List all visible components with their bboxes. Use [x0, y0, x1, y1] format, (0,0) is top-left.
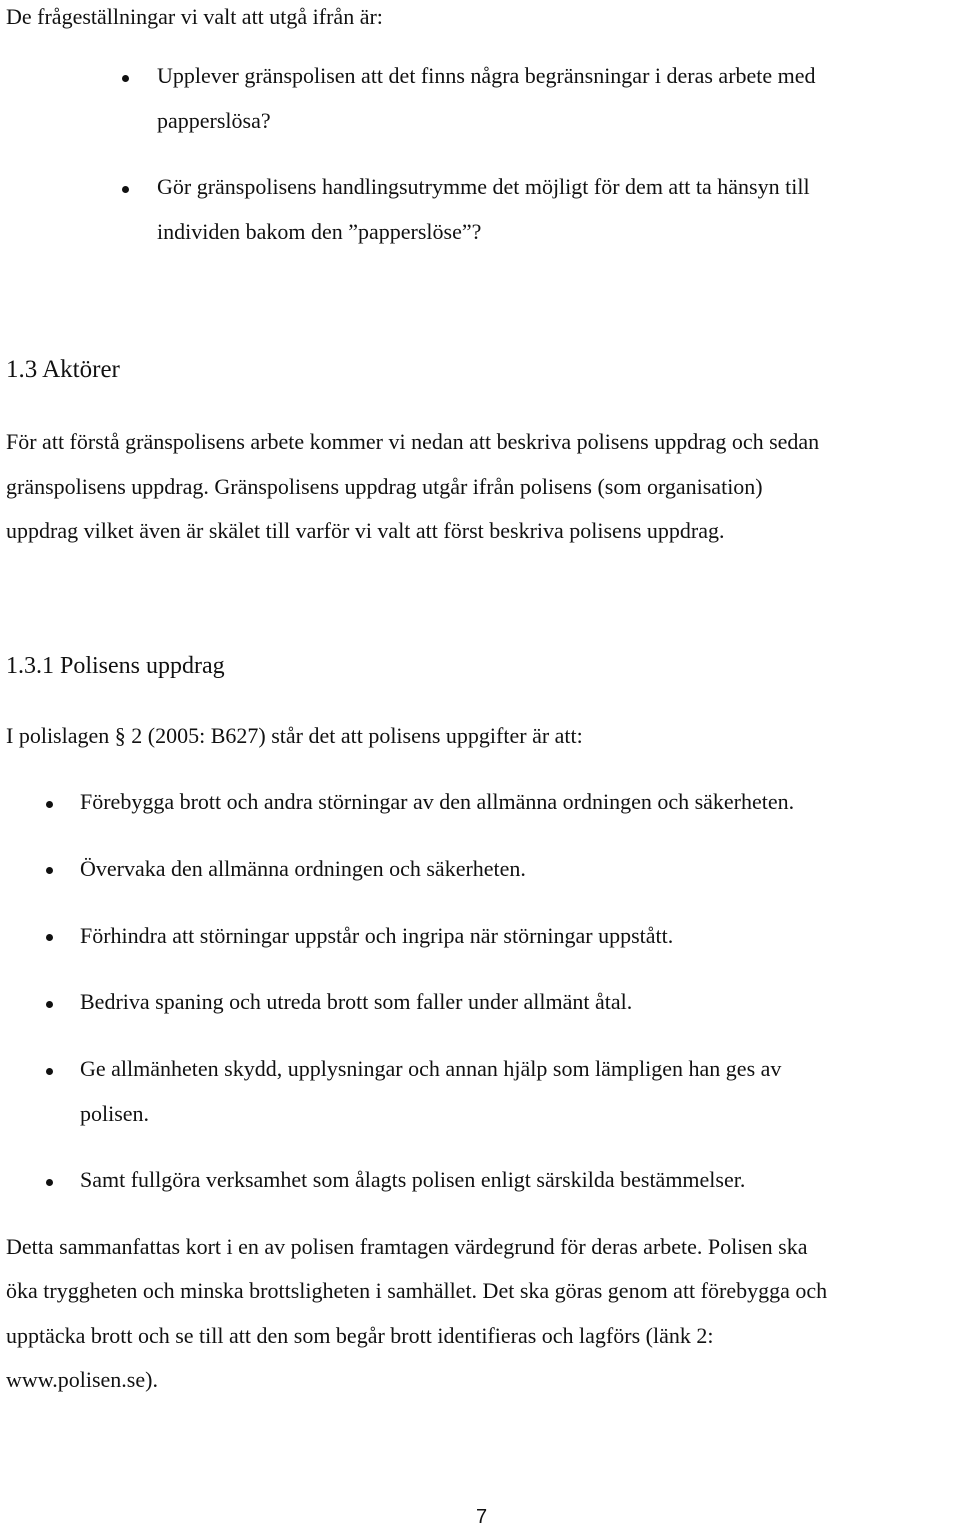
subsection-heading: 1.3.1 Polisens uppdrag	[6, 653, 225, 679]
bullet-icon	[46, 1068, 53, 1075]
task-line: Förhindra att störningar uppstår och ingripa när störningar uppstått.	[80, 923, 674, 948]
bullet-icon	[46, 934, 53, 941]
task-line: Ge allmänheten skydd, upplysningar och annan hjälp som lämpligen han ges av	[80, 1056, 782, 1081]
question-line: individen bakom den ”papperslöse”?	[157, 219, 482, 244]
paragraph-line: Detta sammanfattas kort i en av polisen framtagen värdegrund för deras arbete. Polisen ska	[6, 1234, 808, 1259]
task-line: Samt fullgöra verksamhet som ålagts polisen enligt särskilda bestämmelser.	[80, 1167, 746, 1192]
question-line: Upplever gränspolisen att det finns några begränsningar i deras arbete med	[157, 63, 816, 88]
bullet-icon	[122, 75, 129, 82]
paragraph-line: upptäcka brott och se till att den som begår brott identifieras och lagförs (länk 2:	[6, 1323, 714, 1348]
paragraph-line: För att förstå gränspolisens arbete kommer vi nedan att beskriva polisens uppdrag och sedan	[6, 429, 820, 454]
page-number: 7	[476, 1506, 488, 1528]
paragraph-line: uppdrag vilket även är skälet till varför vi valt att först beskriva polisens uppdrag.	[6, 518, 725, 543]
paragraph-line: gränspolisens uppdrag. Gränspolisens uppdrag utgår ifrån polisens (som organisation)	[6, 474, 763, 499]
bullet-icon	[46, 1179, 53, 1186]
section-heading: 1.3 Aktörer	[6, 356, 120, 383]
intro-text: De frågeställningar vi valt att utgå ifrån är:	[6, 4, 383, 29]
task-line: polisen.	[80, 1101, 150, 1126]
law-intro: I polislagen § 2 (2005: B627) står det att polisens uppgifter är att:	[6, 723, 583, 748]
question-line: papperslösa?	[157, 108, 271, 133]
paragraph-line: öka tryggheten och minska brottsligheten i samhället. Det ska göras genom att förebygga och	[6, 1278, 828, 1303]
bullet-icon	[46, 867, 53, 874]
bullet-icon	[122, 186, 129, 193]
question-line: Gör gränspolisens handlingsutrymme det möjligt för dem att ta hänsyn till	[157, 174, 810, 199]
task-line: Bedriva spaning och utreda brott som faller under allmänt åtal.	[80, 989, 633, 1014]
task-line: Övervaka den allmänna ordningen och säkerheten.	[80, 856, 526, 881]
bullet-icon	[46, 1001, 53, 1008]
bullet-icon	[46, 801, 53, 808]
task-line: Förebygga brott och andra störningar av den allmänna ordningen och säkerheten.	[80, 789, 795, 814]
paragraph-line: www.polisen.se).	[6, 1367, 158, 1392]
